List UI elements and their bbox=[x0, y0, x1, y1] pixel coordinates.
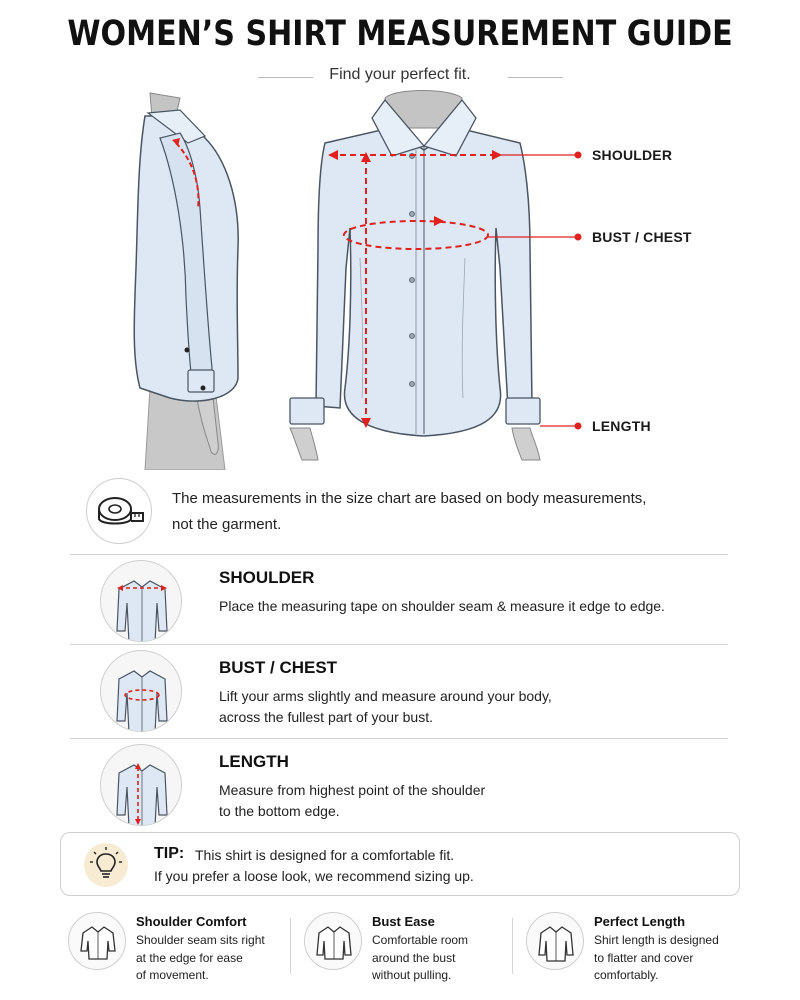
feature-title: Shoulder Comfort bbox=[136, 914, 247, 929]
tip-label: TIP: bbox=[154, 845, 185, 862]
shirt-diagram bbox=[0, 88, 800, 470]
feature-separator bbox=[512, 918, 513, 974]
bust-heading: BUST / CHEST bbox=[219, 658, 338, 677]
feature-desc-line: Shoulder seam sits right bbox=[136, 933, 265, 947]
length-description bbox=[219, 780, 739, 822]
measurement-row-bust bbox=[100, 650, 740, 736]
page-subtitle: Find your perfect fit. bbox=[329, 66, 471, 83]
shirt-icon bbox=[526, 912, 584, 970]
shirt-icon bbox=[68, 912, 126, 970]
subtitle-row bbox=[0, 66, 800, 90]
feature-desc-line: without pulling. bbox=[372, 968, 452, 982]
tip-text-line-1: This shirt is designed for a comfortable fit. bbox=[195, 847, 455, 863]
front-view-shirt bbox=[290, 100, 540, 436]
length-desc-line-2: to the bottom edge. bbox=[219, 803, 340, 819]
subtitle-rule-right bbox=[508, 77, 563, 78]
feature-shoulder-comfort bbox=[68, 910, 298, 990]
feature-desc-line: Shirt length is designed bbox=[594, 933, 719, 947]
callout-length: LENGTH bbox=[592, 418, 651, 434]
page-title: WOMEN’S SHIRT MEASUREMENT GUIDE bbox=[67, 14, 733, 54]
callout-shoulder: SHOULDER bbox=[592, 147, 673, 163]
tip-box bbox=[60, 832, 740, 896]
feature-perfect-length bbox=[526, 910, 756, 990]
bust-desc-line-2: across the fullest part of your bust. bbox=[219, 709, 433, 725]
feature-desc-line: Comfortable room bbox=[372, 933, 469, 947]
body-measurement-note bbox=[86, 478, 746, 548]
feature-separator bbox=[290, 918, 291, 974]
feature-bust-ease bbox=[304, 910, 534, 990]
side-view-shirt bbox=[134, 110, 238, 401]
measuring-tape-icon bbox=[86, 478, 152, 544]
feature-title: Perfect Length bbox=[594, 914, 686, 929]
feature-description bbox=[594, 932, 754, 985]
callout-bust: BUST / CHEST bbox=[592, 229, 692, 245]
measurement-row-length bbox=[100, 744, 740, 830]
shirt-icon bbox=[304, 912, 362, 970]
tip-text-line-2: If you prefer a loose look, we recommend sizing up. bbox=[154, 868, 474, 884]
feature-desc-line: around the bust bbox=[372, 950, 456, 965]
divider bbox=[70, 554, 728, 555]
feature-description bbox=[136, 932, 296, 985]
shoulder-heading: SHOULDER bbox=[219, 568, 315, 587]
note-text bbox=[172, 486, 732, 538]
feature-desc-line: comfortably. bbox=[594, 968, 659, 982]
note-line-2: not the garment. bbox=[172, 516, 282, 533]
shoulder-desc-line-1: Place the measuring tape on shoulder seam & measure it edge to edge. bbox=[219, 598, 665, 614]
feature-title: Bust Ease bbox=[372, 914, 435, 929]
measurement-row-shoulder bbox=[100, 560, 740, 646]
length-heading: LENGTH bbox=[219, 752, 289, 771]
length-thumbnail-icon bbox=[100, 744, 182, 826]
bust-thumbnail-icon bbox=[100, 650, 182, 732]
lightbulb-icon bbox=[84, 843, 128, 887]
shoulder-thumbnail-icon bbox=[100, 560, 182, 642]
length-desc-line-1: Measure from highest point of the shoulder bbox=[219, 782, 486, 798]
note-line-1: The measurements in the size chart are based on body measurements, bbox=[172, 490, 647, 507]
divider bbox=[70, 738, 728, 739]
feature-description bbox=[372, 932, 532, 985]
hero-illustration bbox=[0, 88, 800, 470]
feature-desc-line: at the edge for ease bbox=[136, 950, 243, 965]
feature-desc-line: to flatter and cover bbox=[594, 950, 694, 965]
bust-description bbox=[219, 686, 739, 728]
divider bbox=[70, 644, 728, 645]
feature-desc-line: of movement. bbox=[136, 968, 209, 982]
bust-desc-line-1: Lift your arms slightly and measure around your body, bbox=[219, 688, 552, 704]
shoulder-description bbox=[219, 596, 739, 617]
